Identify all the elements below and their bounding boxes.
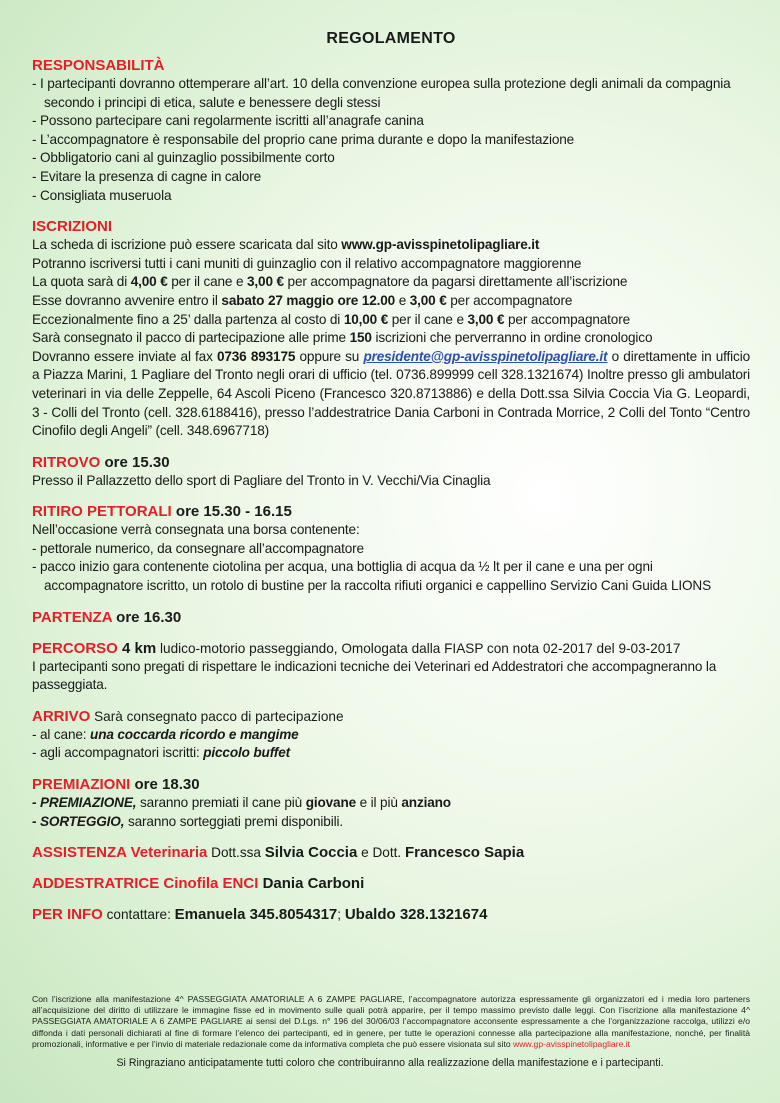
text-segment: sabato 27 maggio ore 12.00 <box>221 292 396 308</box>
heading-segment: e Dott. <box>357 845 405 861</box>
heading-segment: ore 15.30 <box>100 453 170 471</box>
heading-segment: RITIRO PETTORALI <box>32 503 172 521</box>
thanks-note: Si Ringraziano anticipatamente tutti coloro che contribuiranno alla realizzazione della manifestazione e i partecipanti. <box>116 1057 664 1069</box>
heading-segment: Francesco Sapia <box>404 844 525 862</box>
text-segment: - agli accompagnatori iscritti: <box>32 745 204 761</box>
text-line <box>32 794 750 813</box>
text-segment: per accompagnatore <box>504 311 631 327</box>
section <box>32 843 750 862</box>
section <box>32 608 750 627</box>
section-heading <box>32 874 750 893</box>
heading-segment: Emanuela 345.8054317 <box>174 906 338 924</box>
text-line <box>32 658 750 695</box>
section <box>32 874 750 893</box>
text-line <box>32 813 750 832</box>
text-line <box>32 311 750 330</box>
heading-segment: ore 18.30 <box>130 776 200 794</box>
text-segment: Esse dovranno avvenire entro il <box>32 292 222 308</box>
text-segment: 150 <box>349 330 372 346</box>
section <box>32 905 750 924</box>
text-segment: Sarà consegnato il pacco di partecipazione alle prime <box>32 330 350 346</box>
heading-segment: Ubaldo 328.1321674 <box>344 906 488 924</box>
heading-segment: PER INFO <box>32 906 103 924</box>
heading-segment: Silvia Coccia <box>264 844 358 862</box>
text-line <box>32 348 750 441</box>
text-line <box>32 149 750 168</box>
sections <box>32 56 750 924</box>
heading-segment: ludico-motorio passeggiando, Omologata dalla FIASP con nota 02-2017 del 9-03-2017 <box>156 640 681 656</box>
text-segment: e il più <box>356 795 402 811</box>
text-segment: - pettorale numerico, da consegnare all’accompagnatore <box>32 540 364 556</box>
heading-segment: Dania Carboni <box>258 875 365 893</box>
section-heading <box>32 217 750 236</box>
text-segment: anziano <box>401 795 451 811</box>
footer-text: Con l’iscrizione alla manifestazione 4^ PASSEGGIATA AMATORIALE A 6 ZAMPE PAGLIARE, l’accompagnatore autorizza espressamente gli organizzatori ed i media loro parteners all’acquisizione del diritto di utilizzare le immagine fisse ed in movimento sulle quali potrà apparire, per il tempo massimo previsto dalle leggi. Con l’iscrizione alla manifestazione 4^ PASSEGGIATA AMATORIALE A 6 ZAMPE PAGLIARE ai sensi del D.Lgs. n° 196 del 30/06/03 l’accompagnatore acconsente espressamente a che l’organizzazione raccolga, utilizzi e/o diffonda i dati personali dichiarati al fine di formare l’elenco dei partecipanti, ed in genere, per tutte le operazioni connesse alla partecipazione alla manifestazione, nonché, per finalità promozionali, informative e per l’invio di materiale redazionale come da informativa completa che può essere visionata sul sito <box>32 994 750 1049</box>
text-segment: e <box>395 292 410 308</box>
section-heading <box>32 905 750 924</box>
section-heading <box>32 707 750 726</box>
text-segment: 4,00 € <box>130 274 168 290</box>
section <box>32 56 750 205</box>
text-line <box>32 726 750 745</box>
section <box>32 217 750 441</box>
text-segment: una coccarda ricordo e mangime <box>90 726 299 742</box>
heading-segment: ARRIVO <box>32 707 91 725</box>
text-line <box>32 558 750 595</box>
heading-segment: Dott.ssa <box>207 845 265 861</box>
text-line <box>32 168 750 187</box>
text-segment: La scheda di iscrizione può essere scaricata dal sito <box>32 237 342 253</box>
text-segment: per accompagnatore <box>446 292 573 308</box>
text-segment: - SORTEGGIO, <box>32 813 125 829</box>
footer-link[interactable]: www.gp-avisspinetolipagliare.it <box>513 1038 631 1049</box>
text-segment: - PREMIAZIONE, <box>32 795 137 811</box>
text-segment: Nell’occasione verrà consegnata una borsa contenente: <box>32 522 360 538</box>
text-segment: - I partecipanti dovranno ottemperare all’art. 10 della convenzione europea sulla protezione degli animali da compagnia secondo i principi di etica, salute e benessere degli stessi <box>32 76 731 110</box>
text-segment: 3,00 € <box>409 292 447 308</box>
heading-segment: PARTENZA <box>32 608 112 626</box>
text-line <box>32 75 750 112</box>
text-segment: - Obbligatorio cani al guinzaglio possibilmente corto <box>32 150 335 166</box>
heading-segment: 4 km <box>117 639 157 657</box>
heading-segment: Sarà consegnato pacco di partecipazione <box>90 708 344 724</box>
text-segment: - al cane: <box>32 726 91 742</box>
text-line <box>32 131 750 150</box>
text-segment: iscrizioni che perverranno in ordine cronologico <box>371 330 653 346</box>
text-line <box>32 540 750 559</box>
text-segment: per il cane e <box>167 274 247 290</box>
text-segment: - Consigliata museruola <box>32 187 172 203</box>
text-segment: - Possono partecipare cani regolarmente iscritti all’anagrafe canina <box>32 113 424 129</box>
page-title: REGOLAMENTO <box>326 30 456 47</box>
text-segment: - L’accompagnatore è responsabile del proprio cane prima durante e dopo la manifestazione <box>32 131 575 147</box>
text-line <box>32 112 750 131</box>
section-heading <box>32 608 750 627</box>
privacy-footer <box>32 994 750 1050</box>
section <box>32 775 750 831</box>
text-segment: 10,00 € <box>343 311 389 327</box>
section-heading <box>32 56 750 75</box>
text-line <box>32 273 750 292</box>
text-segment: piccolo buffet <box>203 745 290 761</box>
heading-segment: ISCRIZIONI <box>32 218 113 236</box>
text-segment: 3,00 € <box>247 274 284 290</box>
heading-segment: ore 15.30 - 16.15 <box>171 503 292 521</box>
regolamento-document <box>32 30 750 936</box>
text-segment: - pacco inizio gara contenente ciotolina per acqua, una bottiglia di acqua da ½ lt per il cane e una per ogni accompagnatore iscritto, un rotolo di bustine per la raccolta rifiuti organici e cappellino Servizio Cani Guida LIONS <box>32 559 712 594</box>
heading-segment: PREMIAZIONI <box>32 776 131 794</box>
section-heading <box>32 502 750 521</box>
text-segment: - Evitare la presenza di cagne in calore <box>32 168 261 184</box>
section-heading <box>32 453 750 472</box>
email-link[interactable]: presidente@gp-avisspinetolipagliare.it <box>363 348 608 364</box>
text-line <box>32 255 750 274</box>
section <box>32 639 750 695</box>
section <box>32 453 750 491</box>
text-segment: Presso il Pallazzetto dello sport di Pagliare del Tronto in V. Vecchi/Via Cinaglia <box>32 472 491 488</box>
text-line <box>32 292 750 311</box>
section <box>32 707 750 763</box>
text-segment: saranno premiati il cane più <box>136 795 306 811</box>
text-segment: 0736 893175 <box>216 348 296 364</box>
text-segment: o direttamente in ufficio a Piazza Marini, 1 Pagliare del Tronto negli orari di ufficio (tel. 0736.899999 cell 328.1321674) Inoltre presso gli ambulatori veterinari in via delle Zeppelle, 64 Ascoli Piceno (Francesco 320.8713886) e della Dott.ssa Silvia Coccia Via G. Leopardi, 3 - Colli del Tronto (cell. 328.6188416), presso l’addestratrice Dania Carboni in Contrada Morrice, 2 Colli del Tonto “Centro Cinofilo degli Angeli” (cell. 348.6967718) <box>32 348 750 439</box>
text-line <box>32 187 750 206</box>
section-heading <box>32 775 750 794</box>
text-segment: per accompagnatore da pagarsi direttamente all’iscrizione <box>283 274 628 290</box>
text-segment: oppure su <box>295 348 364 364</box>
text-segment: Potranno iscriversi tutti i cani muniti di guinzaglio con il relativo accompagnatore maggiorenne <box>32 255 582 271</box>
section <box>32 502 750 595</box>
text-segment: 3,00 € <box>467 311 505 327</box>
text-line <box>32 472 750 491</box>
text-line <box>32 236 750 255</box>
text-segment: La quota sarà di <box>32 274 131 290</box>
heading-segment: ASSISTENZA Veterinaria <box>32 844 208 862</box>
heading-segment: RESPONSABILITÀ <box>32 57 165 74</box>
heading-segment: PERCORSO <box>32 639 118 657</box>
text-segment: www.gp-avisspinetolipagliare.it <box>341 237 540 253</box>
heading-segment: contattare: <box>102 907 175 923</box>
heading-segment: RITROVO <box>32 453 101 471</box>
heading-segment: ore 16.30 <box>112 608 182 626</box>
text-segment: Eccezionalmente fino a 25’ dalla partenza al costo di <box>32 311 344 327</box>
section-heading <box>32 843 750 862</box>
section-heading <box>32 639 750 658</box>
text-segment: Dovranno essere inviate al fax <box>32 348 217 364</box>
text-line <box>32 329 750 348</box>
heading-segment: ; <box>337 907 345 923</box>
text-line <box>32 521 750 540</box>
heading-segment: ADDESTRATRICE Cinofila ENCI <box>32 875 259 893</box>
text-segment: per il cane e <box>388 311 468 327</box>
text-line <box>32 744 750 763</box>
text-segment: I partecipanti sono pregati di rispettare le indicazioni tecniche dei Veterinari ed Addestratori che accompagneranno la passeggiata. <box>32 658 717 693</box>
text-segment: giovane <box>305 795 357 811</box>
text-segment: saranno sorteggiati premi disponibili. <box>124 813 343 829</box>
